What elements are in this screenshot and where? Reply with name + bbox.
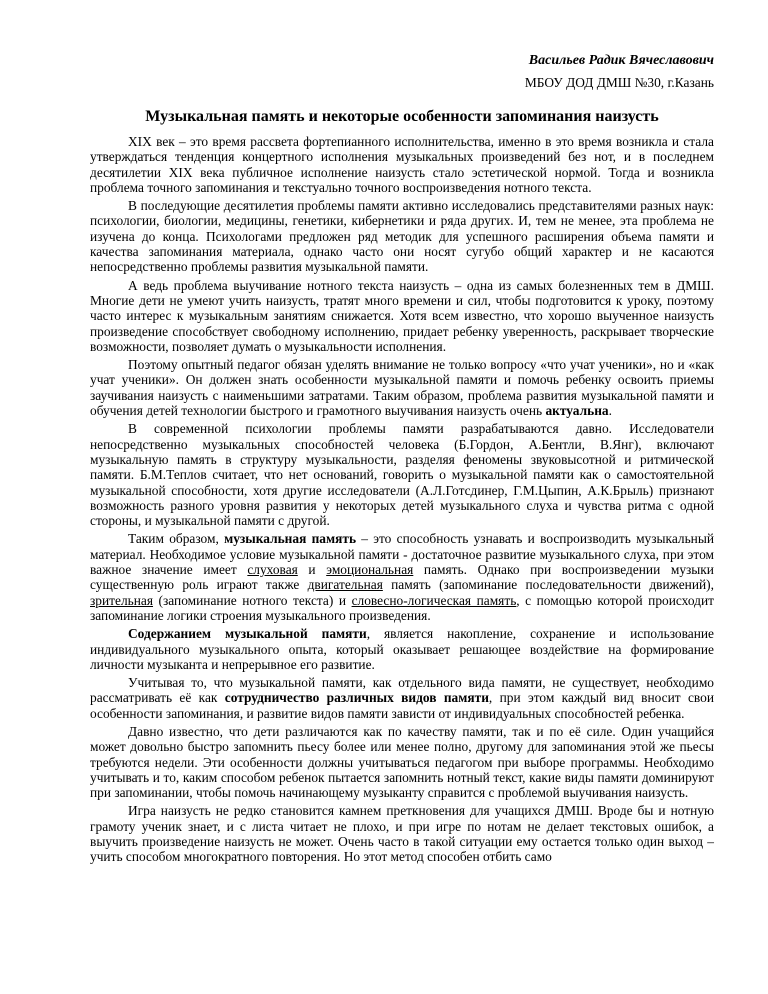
underlined-term: зрительная bbox=[90, 592, 154, 608]
body-text bbox=[90, 134, 714, 865]
text-run: память (запоминание последовательности движений), bbox=[382, 577, 714, 593]
text-run: XIX век – это время рассвета фортепианного исполнительства, именно в это время возникла и стала утверждаться тенденция концертного исполнения музыкальных произведений без нот, и в последнем десятилетии XIX века публичное исполнение наизусть стало эстетической нормой. Тогда и возникла проблема точного запоминания и текстуально точного воспроизведения нотного текста. bbox=[90, 134, 714, 195]
underlined-term: словесно-логическая память bbox=[351, 592, 517, 608]
paragraph bbox=[90, 357, 714, 418]
text-run: Таким образом, bbox=[128, 531, 225, 547]
text-run: Учитывая то, что музыкальной памяти, как отдельного вида памяти, не существует, необходимо рассматривать её как bbox=[90, 675, 714, 706]
bold-term: Содержанием музыкальной памяти bbox=[128, 626, 367, 642]
underlined-term: слуховая bbox=[247, 562, 298, 578]
text-run: Поэтому опытный педагог обязан уделять внимание не только вопросу «что учат ученики», но и «как учат ученики». Он должен знать особенности музыкальной памяти и помочь ребенку освоить приемы заучивания наизусть с наименьшими затратами. Таким образом, проблема развития музыкальной памяти и обучения детей технологии быстрого и грамотного выучивания наизусть очень bbox=[90, 357, 714, 419]
text-run: , при этом каждый вид вносит свои особенности запоминания, и развитие видов памяти зависти от индивидуальных способностей ребенка. bbox=[90, 690, 714, 721]
paragraph bbox=[90, 198, 714, 274]
bold-term: музыкальная память bbox=[224, 531, 357, 547]
author-name: Васильев Радик Вячеславович bbox=[528, 53, 714, 68]
text-run: память. Однако при воспроизведении музыки существенную роль играют также bbox=[90, 562, 714, 593]
text-run: . bbox=[608, 403, 612, 419]
paragraph bbox=[90, 724, 714, 800]
text-run: Игра наизусть не редко становится камнем преткновения для учащихся ДМШ. Вроде бы и нотную грамоту ученик знает, и с листа читает не плохо, и при игре по нотам не делает текстовых ошибок, а выучить произведение наизусть не может. Очень часто в такой ситуации ему остается только один выход – учить способом многократного повторения. Но этот метод способен отбить само bbox=[90, 803, 714, 865]
text-run: Давно известно, что дети различаются как по качеству памяти, так и по её силе. Один учащийся может довольно быстро запомнить пьесу более или менее полно, другому для запоминания этой же пьесы требуются недели. Эти особенности должны учитываться педагогом при выборе программы. Необходимо учитывать и то, каким способом ребенок пытается запомнить нотный текст, какие виды памяти доминируют при запоминании, чтобы помочь начинающему музыканту справится с проблемой выучивания наизусть. bbox=[90, 723, 714, 801]
text-run: , является накопление, сохранение и использование индивидуального музыкального опыта, который оказывает решающее воздействие на формирование личности музыканта и непрерывное его развитие. bbox=[90, 626, 714, 672]
text-run: А ведь проблема выучивание нотного текста наизусть – одна из самых болезненных тем в ДМШ. Многие дети не умеют учить наизусть, тратят много времени и сил, чтобы подготовится к уроку, поэтому часто интерес к музыкальным занятиям снижается. Хотя всем известно, что хорошо выученное наизусть произведение способствует свободному исполнению, придает ребенку уверенность, раскрывает творческие возможности, позволяет думать о музыкальности исполнения. bbox=[90, 277, 714, 354]
document-page bbox=[90, 52, 714, 868]
bold-term: сотрудничество различных видов памяти bbox=[224, 690, 489, 706]
text-run: В последующие десятилетия проблемы памяти активно исследовались представителями разных наук: психологии, биологии, медицины, генетики, кибернетики и ряда других. И, тем не менее, эта проблема не изучена до конца. Психологами предложен ряд методик для успешного расширения объема памяти и качества запоминания материала, однако часто они носят сугубо общий характер и не касаются непосредственно проблемы развития музыкальной памяти. bbox=[90, 198, 714, 275]
organization: МБОУ ДОД ДМШ №30, г.Казань bbox=[524, 75, 714, 90]
paragraph bbox=[90, 134, 714, 195]
paragraph bbox=[90, 626, 714, 672]
text-run: – это способность узнавать и воспроизводить музыкальный материал. Необходимое условие музыкальной памяти - достаточное развитие музыкального слуха, при этом важное значение имеет bbox=[90, 531, 715, 578]
document-title: Музыкальная память и некоторые особенности запоминания наизусть bbox=[145, 108, 659, 125]
text-run: и bbox=[297, 562, 327, 578]
bold-term: актуальна bbox=[545, 403, 609, 419]
underlined-term: эмоциональная bbox=[326, 562, 414, 578]
paragraph bbox=[90, 675, 714, 721]
text-run: , с помощью которой происходит запоминание логики строения музыкального произведения. bbox=[90, 592, 714, 623]
paragraph bbox=[90, 531, 714, 623]
text-run: В современной психологии проблемы памяти разрабатываются давно. Исследователи непосредственно музыкальных способностей человека (Б.Гордон, А.Бентли, В.Янг), включают музыкальную память в структуру музыкальности, разделяя феномены звуковысотной и ритмической памяти. Б.М.Теплов считает, что нет оснований, говорить о музыкальной памяти как о самостоятельной музыкальной способности, хотя другие исследователи (А.Л.Готсдинер, Г.М.Цыпин, А.К.Брыль) признают возможность разного уровня развития у некоторых детей музыкального слуха и чувства ритма с одной стороны, и музыкальной памяти с другой. bbox=[90, 421, 714, 529]
paragraph bbox=[90, 421, 714, 528]
paragraph bbox=[90, 803, 714, 864]
underlined-term: двигательная bbox=[307, 577, 383, 593]
paragraph bbox=[90, 278, 714, 354]
text-run: (запоминание нотного текста) и bbox=[153, 592, 352, 608]
